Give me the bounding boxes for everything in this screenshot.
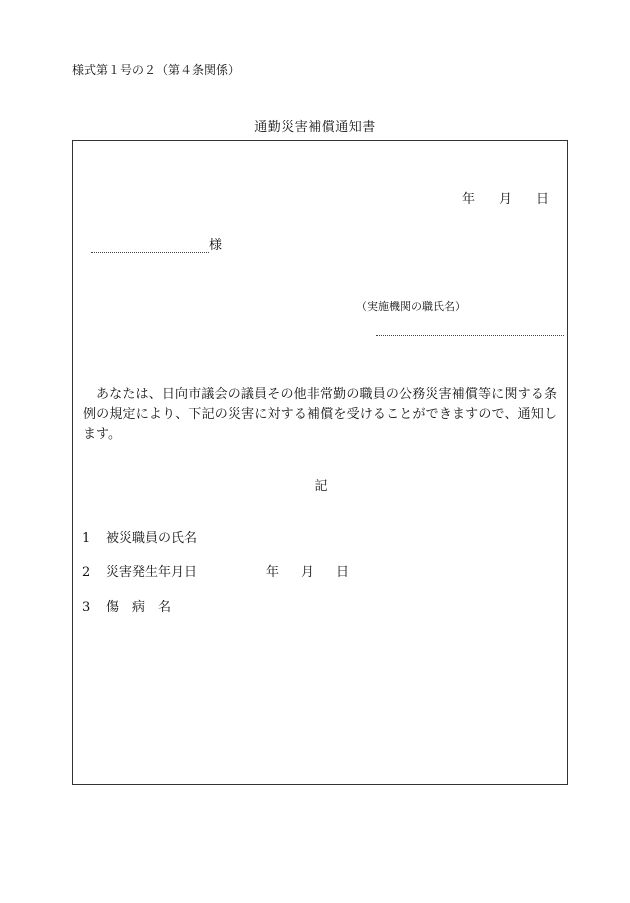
item-label: 災害発生年月日 [106, 565, 198, 580]
item-injury-name [82, 596, 171, 615]
addressee-suffix: 様 [209, 238, 223, 253]
sender-signature-line [376, 335, 564, 336]
accident-date-fields [266, 561, 349, 580]
body-text: あなたは、日向市議会の議員その他非常勤の職員の公務災害補償等に関する条例の規定により、下記の災害に対する補償を受けることができますので、通知します。 [83, 387, 557, 442]
item-victim-name [82, 527, 197, 546]
item-label: 傷 病 名 [106, 600, 172, 615]
item-number: 3 [82, 600, 91, 615]
form-box [72, 140, 568, 785]
document-title: 通勤災害補償通知書 [254, 120, 376, 135]
item-label: 被災職員の氏名 [106, 531, 198, 546]
issue-date [462, 188, 549, 207]
accident-date-day: 日 [336, 565, 350, 580]
accident-date-year: 年 [266, 565, 280, 580]
issue-date-year: 年 [461, 192, 475, 207]
form-number: 様式第１号の２（第４条関係） [72, 63, 241, 77]
issue-date-day: 日 [535, 192, 549, 207]
ki-heading: 記 [314, 479, 328, 494]
item-number: 2 [82, 565, 91, 580]
accident-date-month: 月 [301, 565, 315, 580]
item-number: 1 [82, 531, 91, 546]
item-accident-date [82, 561, 350, 580]
addressee [91, 234, 222, 253]
addressee-blank-line [91, 238, 209, 253]
issue-date-month: 月 [498, 192, 512, 207]
sender-label: （実施機関の職氏名） [356, 300, 466, 313]
